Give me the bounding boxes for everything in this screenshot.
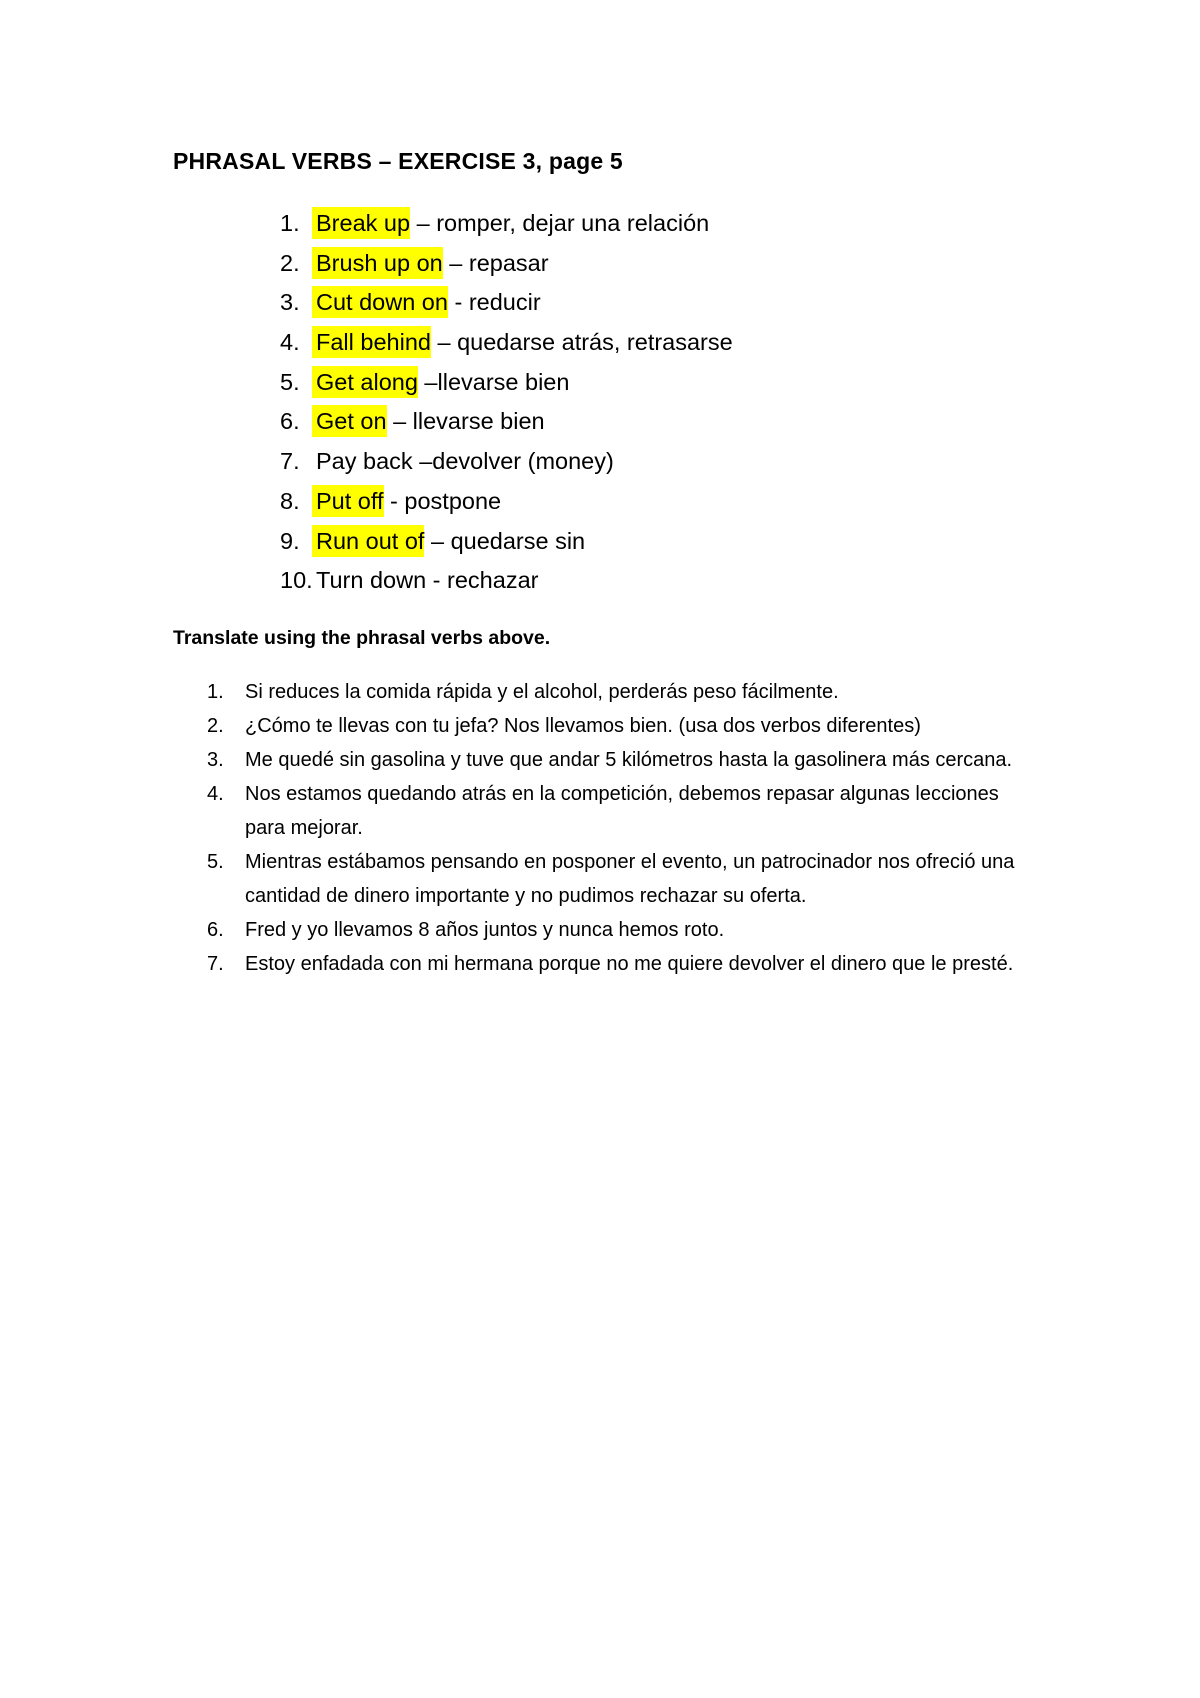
translation-sentence-list [207,675,1037,981]
verb-number: 1. [280,210,300,236]
sentence-number: 5. [207,851,224,873]
verb-meaning: – repasar [442,249,549,276]
verb-entry [316,363,569,403]
verb-phrase-highlighted: Cut down on [312,286,448,318]
sentence-text: Si reduces la comida rápida y el alcohol, perderás peso fácilmente. [245,681,839,703]
verb-number: 3. [280,289,300,316]
verb-entry [316,402,545,442]
sentence-item-6 [207,913,1037,947]
verb-meaning: - postpone [383,487,502,514]
verb-meaning: - reducir [447,289,541,316]
sentence-number: 2. [207,715,224,737]
verb-entry [316,323,733,363]
instruction-heading: Translate using the phrasal verbs above. [173,627,551,649]
verb-entry [316,244,549,284]
sentence-number: 7. [207,953,224,975]
verb-phrase-highlighted: Get on [312,405,387,437]
sentence-item-7 [207,947,1037,981]
verb-number: 6. [280,408,300,435]
verb-entry [316,204,709,244]
sentence-item-2 [207,709,1037,743]
verb-phrase: Turn down [316,567,427,594]
verb-phrase-highlighted: Run out of [312,525,424,557]
sentence-text: Me quedé sin gasolina y tuve que andar 5 kilómetros hasta la gasolinera más cercana. [245,749,1013,771]
verb-entry [316,442,614,482]
verb-meaning: – llevarse bien [386,408,545,435]
page-title: PHRASAL VERBS – EXERCISE 3, page 5 [173,148,623,174]
verb-entry [316,561,538,601]
sentence-item-3 [207,743,1037,777]
verb-meaning: - rechazar [426,567,539,594]
sentence-text: Mientras estábamos pensando en posponer el evento, un patrocinador nos ofreció una cantidad de dinero importante y no pudimos rechazar su oferta. [245,851,1015,907]
verb-phrase-highlighted: Break up [312,207,410,239]
verb-entry [316,283,541,323]
verb-number: 2. [280,249,300,276]
verb-entry [316,522,585,562]
verb-meaning: – romper, dejar una relación [410,210,710,236]
sentence-text: Estoy enfadada con mi hermana porque no me quiere devolver el dinero que le presté. [245,953,1014,975]
verb-phrase-highlighted: Brush up on [312,247,443,279]
verb-number: 9. [280,527,300,554]
verb-phrase-highlighted: Fall behind [312,326,431,358]
sentence-item-1 [207,675,1037,709]
sentence-text: ¿Cómo te llevas con tu jefa? Nos llevamos bien. (usa dos verbos diferentes) [245,715,921,737]
verb-meaning: – quedarse sin [424,527,586,554]
verb-meaning: – quedarse atrás, retrasarse [430,329,733,356]
sentence-text: Nos estamos quedando atrás en la competición, debemos repasar algunas lecciones para mejorar. [245,783,999,839]
verb-phrase-highlighted: Get along [312,366,418,398]
sentence-number: 4. [207,783,224,805]
verb-number: 10. [280,567,313,594]
verb-number: 4. [280,329,300,356]
verb-number: 5. [280,368,300,395]
verb-meaning: –llevarse bien [417,368,570,395]
sentence-number: 1. [207,681,224,703]
verb-meaning: –devolver (money) [412,448,614,475]
sentence-number: 3. [207,749,224,771]
verb-phrase: Pay back [316,448,413,475]
verb-entry [316,482,501,522]
verb-phrase-highlighted: Put off [312,485,384,517]
sentence-text: Fred y yo llevamos 8 años juntos y nunca hemos roto. [245,919,725,941]
sentence-item-4 [207,777,1037,845]
sentence-number: 6. [207,919,224,941]
verb-number: 7. [280,448,300,475]
verb-number: 8. [280,487,300,514]
sentence-item-5 [207,845,1037,913]
